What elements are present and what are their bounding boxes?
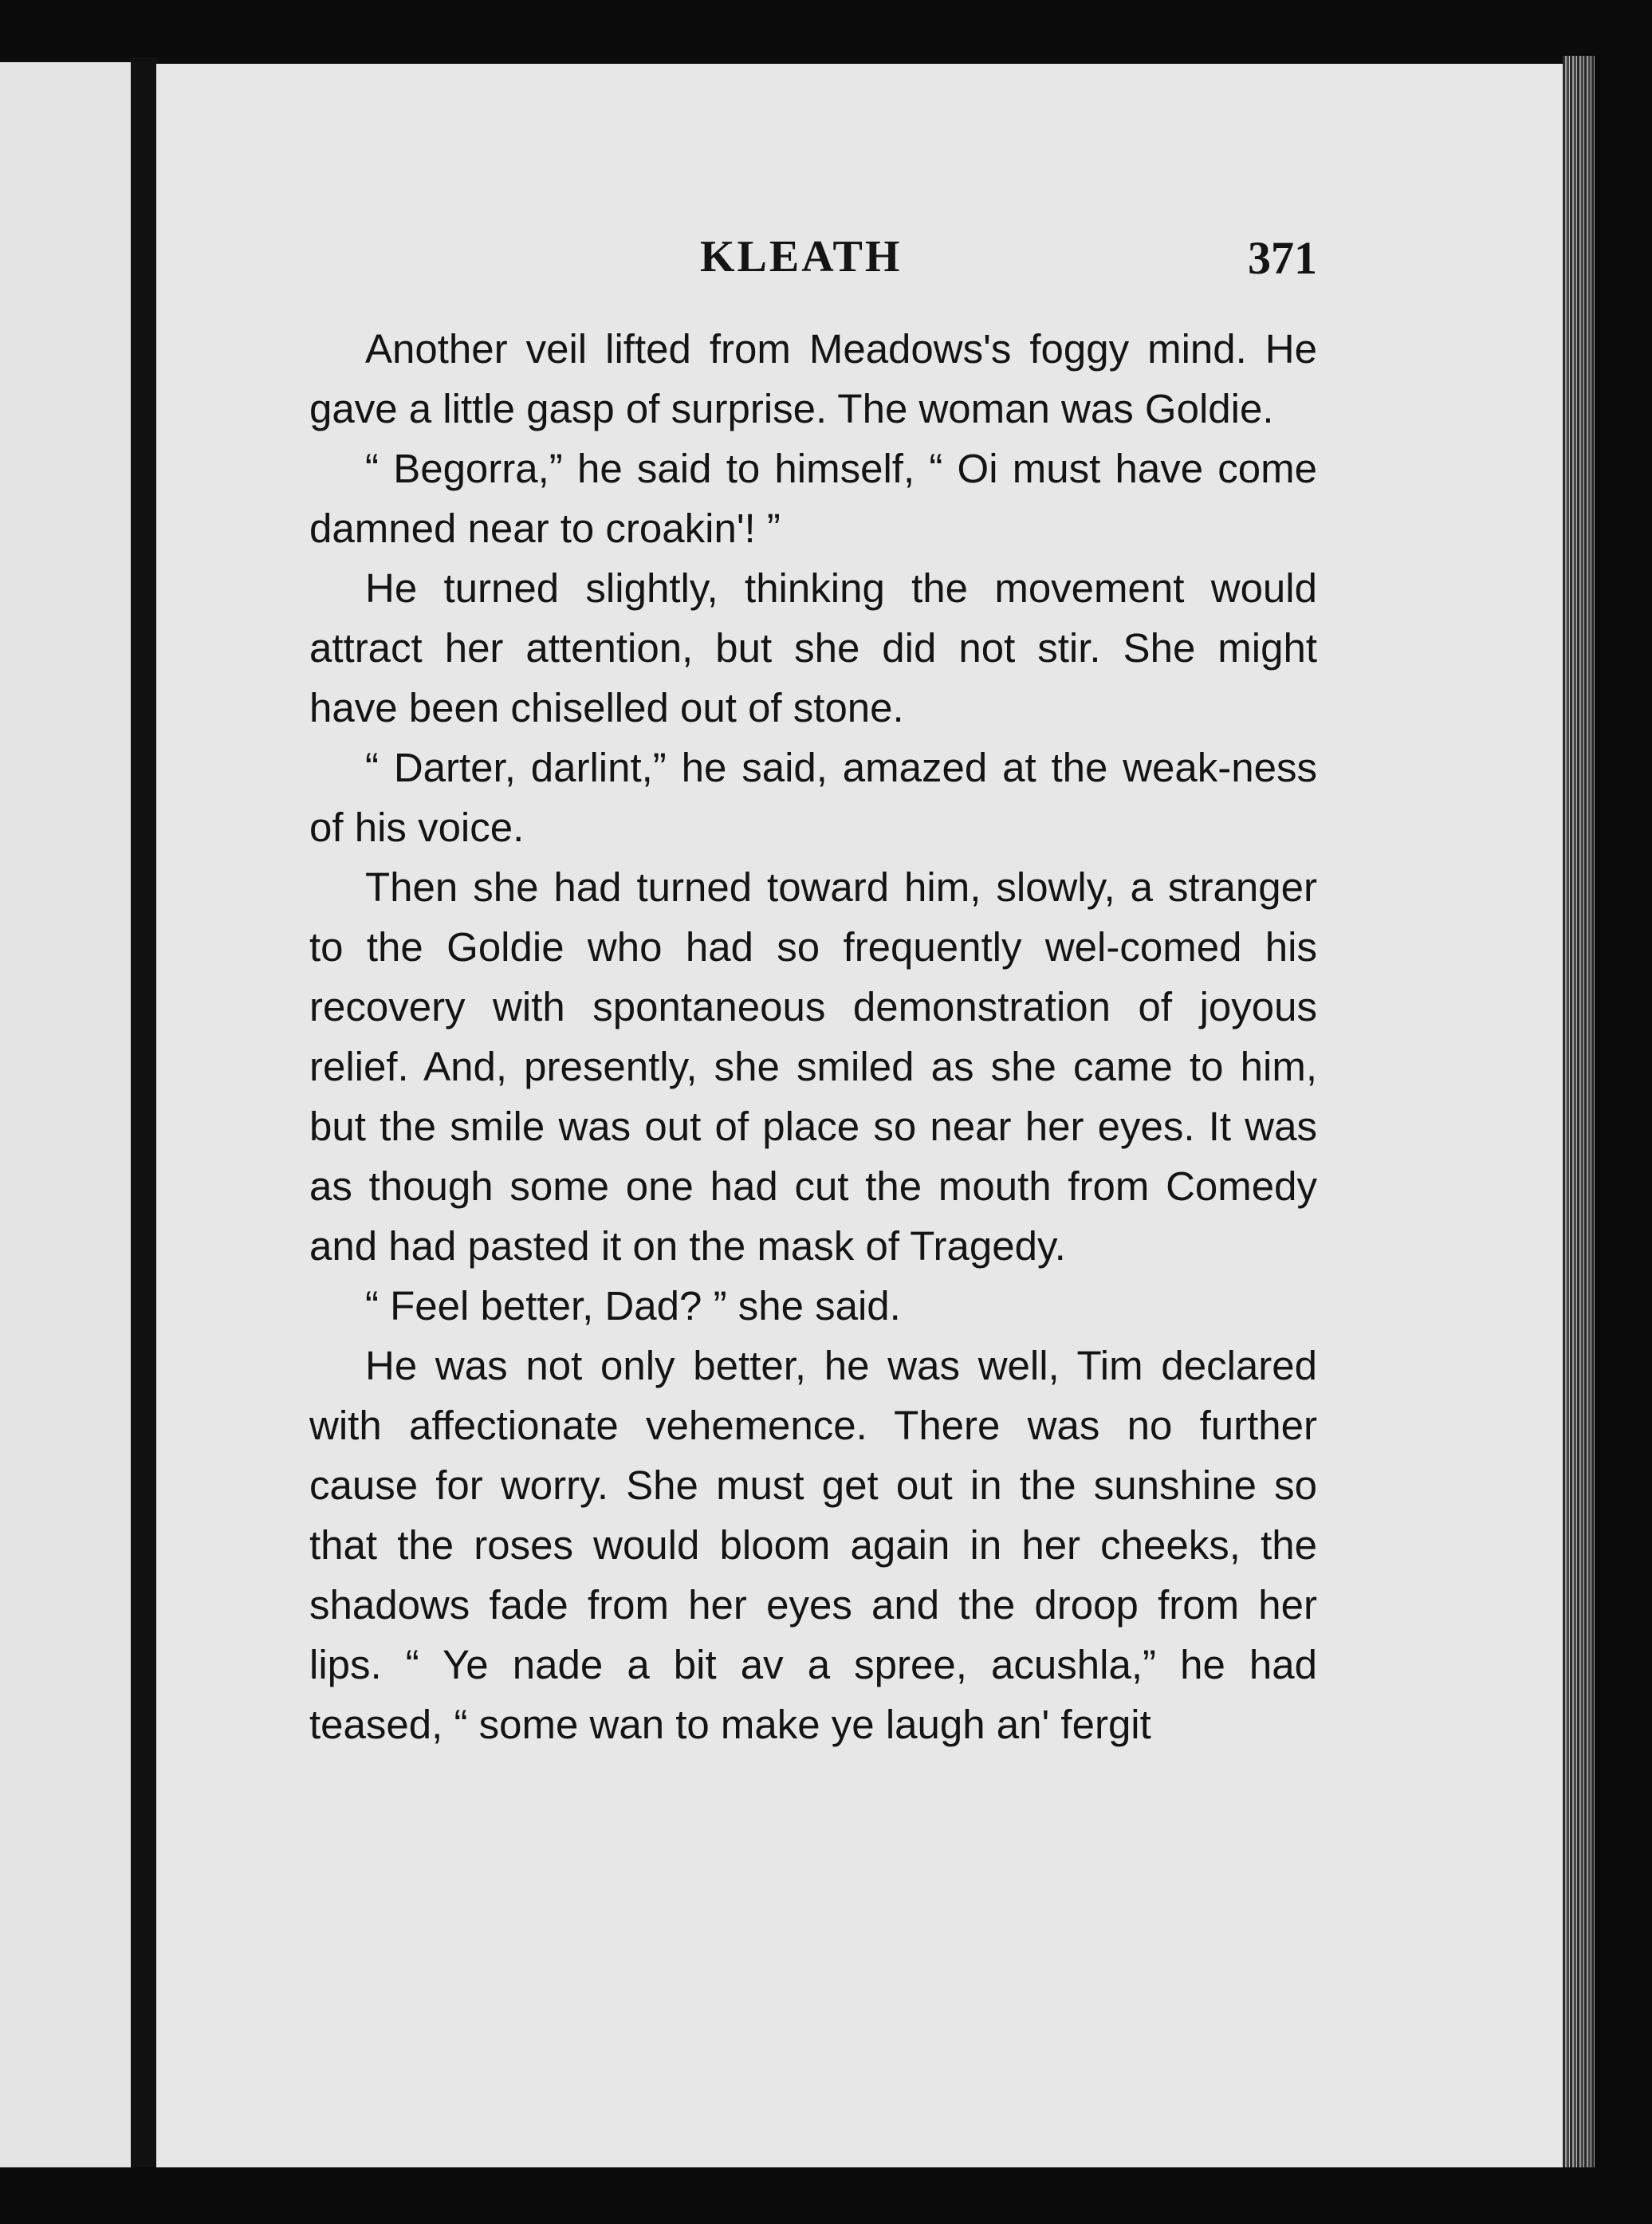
paragraph: He was not only better, he was well, Tim declared with affectionate vehemence. There was no further cause for worry. She must get out in the sunshine so that the roses would bloom again in her cheeks, the shadows fade from her eyes and the droop from her lips. “ Ye nade a bit av a spree, acushla,” he had teased, “ some wan to make ye laugh an' fergit (309, 1343, 1317, 1747)
page-stack-edge (1563, 56, 1595, 2193)
paragraph: “ Begorra,” he said to himself, “ Oi must have come damned near to croakin'! ” (309, 446, 1317, 551)
paragraph: “ Darter, darlint,” he said, amazed at the weak-ness of his voice. (309, 745, 1317, 850)
paragraph: “ Feel better, Dad? ” she said. (365, 1283, 901, 1328)
paragraph: Another veil lifted from Meadows's foggy mind. He gave a little gasp of surprise. The woman was Goldie. (309, 326, 1317, 431)
scan-right-border (1595, 48, 1652, 2224)
paragraph: Then she had turned toward him, slowly, a stranger to the Goldie who had so frequently wel-comed his recovery with spontaneous demonstration of joyous relief. And, presently, she smiled as she came to him, but the smile was out of place so near her eyes. It was as though some one had cut the mouth from Comedy and had pasted it on the mask of Tragedy. (309, 864, 1317, 1269)
paragraph: He turned slightly, thinking the movement would attract her attention, but she did not stir. She might have been chiselled out of stone. (309, 565, 1317, 730)
scan-top-border (0, 0, 1652, 57)
page-number: 371 (1248, 232, 1317, 284)
facing-page-edge (0, 62, 134, 2167)
body-text (309, 319, 1317, 1754)
book-gutter (131, 57, 158, 2179)
running-title: KLEATH (700, 232, 903, 281)
scan-bottom-border (0, 2167, 1652, 2224)
page-header (309, 231, 1317, 303)
